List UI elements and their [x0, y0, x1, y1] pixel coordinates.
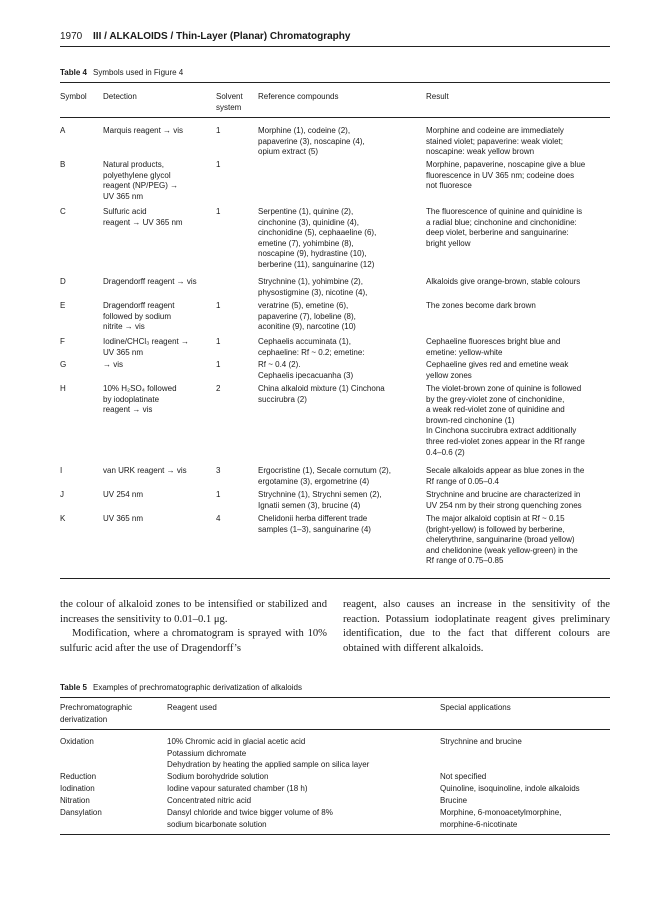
right-column — [343, 598, 610, 656]
table-cell: 1 — [216, 490, 221, 499]
table4-header-cell: Symbol — [60, 92, 87, 101]
table-cell: Rf ~ 0.4 (2). Cephaelis ipecacuanha (3) — [258, 360, 354, 380]
table4-header-cell: Detection — [103, 92, 137, 101]
table-cell: Iodine/CHCl₃ reagent → UV 365 nm — [103, 337, 189, 357]
table-cell: H — [60, 384, 66, 393]
table-cell: Strychnine (1), Strychni semen (2), Ignatii semen (3), brucine (4) — [258, 490, 382, 510]
table-cell: Chelidonii herba different trade samples (1–3), sanguinarine (4) — [258, 514, 371, 534]
table-cell: The zones become dark brown — [426, 301, 536, 310]
table-cell: J — [60, 490, 64, 499]
table-cell: Dragendorff reagent → vis — [103, 277, 197, 286]
paragraph: reagent, also causes an increase in the sensitivity of the reaction. Potassium iodoplatinate reagent gives preliminary identification, due to the fact that different colours are obtained with different alkaloids. — [343, 599, 610, 654]
table-cell: Alkaloids give orange-brown, stable colours — [426, 277, 581, 286]
table-cell: Concentrated nitric acid — [167, 796, 252, 805]
table-cell: The major alkaloid coptisin at Rf ~ 0.15 (bright-yellow) is followed by berberine, chelerythrine, sanguinarine (broad yellow) and chelidonine (weak yellow-green) in the Rf range of 0.75–0.85 — [426, 514, 578, 566]
table-cell: 1 — [216, 360, 221, 369]
table-cell: Dragendorff reagent followed by sodium nitrite → vis — [103, 301, 175, 332]
table-cell: Morphine, 6-monoacetylmorphine, morphine-6-nicotinate — [440, 808, 562, 829]
table5-bottom-rule — [60, 834, 610, 835]
table-cell: Oxidation — [60, 737, 94, 746]
table-cell: The fluorescence of quinine and quinidine is a radial blue; cinchonine and cinchonidine: deep violet, berberine and sanguinarine: bright yellow — [426, 207, 583, 248]
table-cell: 1 — [216, 337, 221, 346]
table-cell: F — [60, 337, 65, 346]
table4-bottom-rule — [60, 578, 610, 579]
table4-top-rule — [60, 82, 610, 83]
table5-caption — [60, 683, 302, 692]
table-cell: K — [60, 514, 66, 523]
header-rule — [60, 46, 610, 47]
table-cell: Strychnine and brucine are characterized in UV 254 nm by their strong quenching zones — [426, 490, 582, 510]
table-cell: Dansylation — [60, 808, 102, 817]
table-cell: Secale alkaloids appear as blue zones in the Rf range of 0.05–0.4 — [426, 466, 585, 486]
table-cell: 10% Chromic acid in glacial acetic acid Potassium dichromate Dehydration by heating the applied sample on silica layer — [167, 737, 370, 770]
table-cell: C — [60, 207, 66, 216]
table-cell: Cephaelis accuminata (1), cephaeline: Rf ~ 0.2; emetine: — [258, 337, 365, 357]
table-cell: China alkaloid mixture (1) Cinchona succirubra (2) — [258, 384, 385, 404]
table-cell: Reduction — [60, 772, 97, 781]
table4-header-cell: Reference compounds — [258, 92, 339, 101]
table-cell: 1 — [216, 160, 221, 169]
table-cell: 1 — [216, 126, 221, 135]
table-cell: 10% H₂SO₄ followed by iodoplatinate reagent → vis — [103, 384, 177, 415]
table-cell: Dansyl chloride and twice bigger volume of 8% sodium bicarbonate solution — [167, 808, 333, 829]
table-cell: van URK reagent → vis — [103, 466, 187, 475]
table-cell: The violet-brown zone of quinine is followed by the grey-violet zone of cinchonidine, a weak red-violet zone of quinidine and brown-red cinchonine (1) In Cinchona succirubra extract additionally three red-violet zones appear in the Rf range 0.4–0.6 (2) — [426, 384, 585, 457]
left-column — [60, 598, 327, 656]
table-cell: 4 — [216, 514, 221, 523]
table-cell: Sulfuric acid reagent → UV 365 nm — [103, 207, 183, 227]
table5-label: Table 5 — [60, 683, 87, 692]
table-cell: Cephaeline gives red and emetine weak yellow zones — [426, 360, 569, 380]
table-cell: Not specified — [440, 772, 487, 781]
table-cell: UV 254 nm — [103, 490, 144, 499]
table-cell: Sodium borohydride solution — [167, 772, 269, 781]
paragraph: the colour of alkaloid zones to be intensified or stabilized and increases the sensitivity to 0.01–0.1 μg. — [60, 599, 327, 625]
table-cell: Ergocristine (1), Secale cornutum (2), ergotamine (3), ergometrine (4) — [258, 466, 391, 486]
table-cell: Morphine (1), codeine (2), papaverine (3), noscapine (4), opium extract (5) — [258, 126, 365, 157]
table-cell: Strychnine and brucine — [440, 737, 522, 746]
table4-label: Table 4 — [60, 68, 87, 77]
table-cell: E — [60, 301, 66, 310]
table-cell: Natural products, polyethylene glycol reagent (NP/PEG) → UV 365 nm — [103, 160, 179, 201]
table-cell: 2 — [216, 384, 221, 393]
table-cell: Iodination — [60, 784, 95, 793]
table5-header-cell: Special applications — [440, 703, 511, 712]
table-cell: → vis — [103, 360, 123, 369]
table-cell: B — [60, 160, 66, 169]
table-cell: Brucine — [440, 796, 468, 805]
table4-header-rule — [60, 117, 610, 118]
table-cell: G — [60, 360, 67, 369]
running-title: III / ALKALOIDS / Thin-Layer (Planar) Chromatography — [93, 31, 351, 42]
paragraph: Modification, where a chromatogram is sprayed with 10% sulfuric acid after the use of Dragendorff’s — [60, 628, 327, 654]
table-cell: Morphine and codeine are immediately stained violet; papaverine: weak violet; noscapine: weak yellow brown — [426, 126, 564, 157]
table5-caption-text: Examples of prechromatographic derivatization of alkaloids — [92, 683, 302, 692]
table-cell: 1 — [216, 207, 221, 216]
table4-header-cell: Solvent system — [216, 92, 243, 112]
table-cell: Serpentine (1), quinine (2), cinchonine (3), quinidine (4), cinchonidine (5), cephaaeline (6), emetine (7), yohimbine (8), noscapine (9), hydrastine (10), berberine (11), sanguinarine (12) — [258, 207, 377, 269]
table-cell: D — [60, 277, 66, 286]
table4-caption-text: Symbols used in Figure 4 — [92, 68, 184, 77]
table-cell: Cephaeline fluoresces bright blue and emetine: yellow-white — [426, 337, 561, 357]
table-cell: UV 365 nm — [103, 514, 144, 523]
table4-caption — [60, 68, 183, 77]
page-number: 1970 — [60, 31, 83, 42]
table-cell: Nitration — [60, 796, 90, 805]
table-cell: 1 — [216, 301, 221, 310]
table-cell: Morphine, papaverine, noscapine give a blue fluorescence in UV 365 nm; codeine does not fluoresce — [426, 160, 586, 191]
table-cell: Strychnine (1), yohimbine (2), physostigmine (3), nicotine (4), — [258, 277, 368, 297]
table4-header-cell: Result — [426, 92, 449, 101]
table5-top-rule — [60, 697, 610, 698]
table5-header-rule — [60, 729, 610, 730]
running-header — [60, 31, 610, 42]
table-cell: veratrine (5), emetine (6), papaverine (7), lobeline (8), aconitine (9), narcotine (10) — [258, 301, 356, 332]
table5-header-cell: Prechromatographic derivatization — [60, 703, 133, 724]
table-cell: A — [60, 126, 66, 135]
table-cell: 3 — [216, 466, 221, 475]
table-cell: Marquis reagent → vis — [103, 126, 184, 135]
table5-header-cell: Reagent used — [167, 703, 217, 712]
table-cell: Iodine vapour saturated chamber (18 h) — [167, 784, 308, 793]
table-cell: I — [60, 466, 63, 475]
table-cell: Quinoline, isoquinoline, indole alkaloids — [440, 784, 580, 793]
